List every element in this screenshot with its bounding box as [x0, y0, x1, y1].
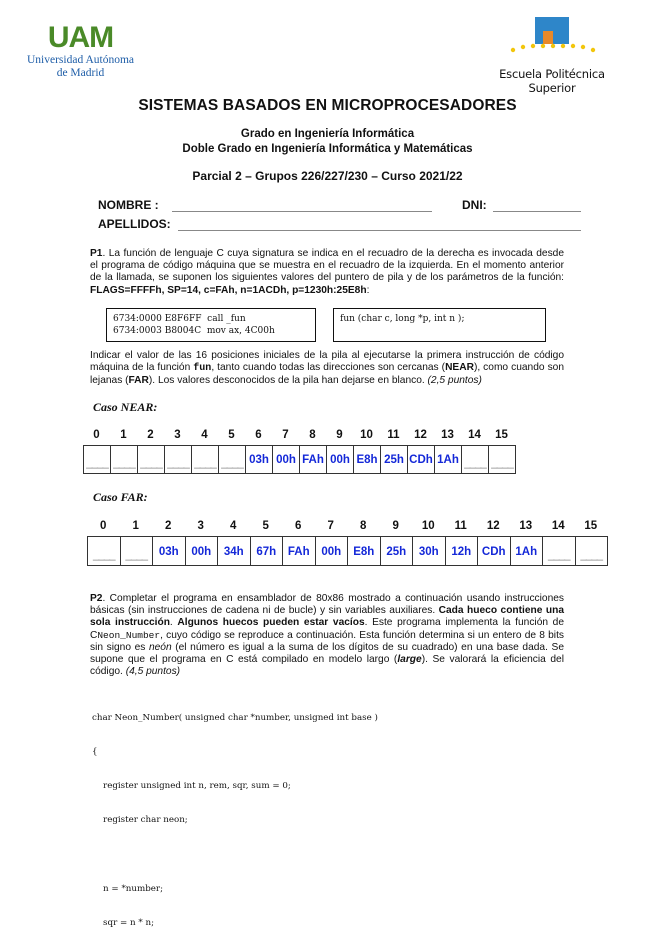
uam-logo-mark: UAM	[47, 21, 114, 54]
p2-text-3: . Este programa implementa la función de C	[90, 617, 564, 641]
stack-cell-blank: ____	[464, 457, 486, 469]
stack-index: 8	[360, 520, 367, 532]
p2-text-4: , cuyo código se reproduce a continuación. Esta función determina si un entero de 8 bits sin signo es	[90, 629, 564, 653]
stack-cell[interactable]	[83, 445, 111, 474]
stack-cell-blank: ____	[491, 457, 513, 469]
uam-logo	[18, 22, 143, 80]
c-code-line: char Neon_Number( unsigned char *number, unsigned int base )	[92, 712, 378, 723]
stack-cell-blank: ____	[113, 457, 135, 469]
stack-index: 3	[174, 429, 181, 441]
stack-index: 2	[147, 429, 154, 441]
page-title: SISTEMAS BASADOS EN MICROPROCESADORES	[138, 97, 517, 114]
degree-line-2: Doble Grado en Ingeniería Informática y Matemáticas	[182, 143, 473, 155]
stack-cell[interactable]	[326, 445, 354, 474]
stack-cell[interactable]	[120, 536, 154, 566]
stack-index: 6	[295, 520, 302, 532]
case-far-label: Caso FAR:	[93, 490, 148, 504]
p1-far: FAR	[128, 375, 149, 387]
stack-cell[interactable]	[488, 445, 516, 474]
stack-cell-value: FAh	[287, 546, 310, 558]
stack-index: 13	[441, 429, 454, 441]
stack-cell[interactable]	[272, 445, 300, 474]
stack-cell[interactable]	[510, 536, 544, 566]
stack-cell[interactable]	[380, 536, 414, 566]
stack-cell[interactable]	[461, 445, 489, 474]
stack-cell-blank: ____	[221, 457, 243, 469]
apellidos-field[interactable]	[178, 230, 581, 231]
stack-cell[interactable]	[245, 445, 273, 474]
stack-cell-blank: ____	[194, 457, 216, 469]
stack-index: 15	[584, 520, 598, 532]
stack-cell-value: E8h	[356, 454, 378, 466]
stack-cell-value: 1Ah	[515, 546, 538, 558]
c-code-line: {	[92, 747, 98, 758]
uam-logo-line2: de Madrid	[56, 67, 105, 79]
stack-cell[interactable]	[315, 536, 349, 566]
p1-statement	[90, 248, 564, 297]
stack-cell-value: 00h	[191, 546, 212, 558]
p1-text-2c: ), como cuando son lejanas (	[90, 362, 564, 387]
c-code-line: register unsigned int n, rem, sqr, sum = 0;	[92, 781, 291, 792]
stack-index: 9	[336, 429, 343, 441]
stack-cell[interactable]	[87, 536, 121, 566]
c-code-line: sqr = n * n;	[92, 918, 155, 929]
stack-cell-value: 34h	[223, 546, 244, 558]
stack-index: 10	[360, 429, 373, 441]
nombre-label: NOMBRE :	[98, 198, 159, 212]
stack-index: 12	[486, 520, 500, 532]
stack-cell[interactable]	[282, 536, 316, 566]
stack-cell-value: 12h	[451, 546, 472, 558]
p1-machine-code-box	[106, 308, 316, 342]
p2-bold-1: Cada hueco contiene una sola instrucción	[90, 605, 565, 629]
p2-text-5: (el número es igual a la suma de los dígitos de su cuadrado) en una base dada. Se supone que el programa en C está compilado en modelo largo (	[90, 641, 564, 666]
p2-text-6: ). Se valorará la eficiencia del código.	[90, 654, 564, 678]
stack-cell-blank: ____	[140, 457, 162, 469]
stack-index: 4	[230, 520, 237, 532]
stack-index: 14	[468, 429, 481, 441]
p1-label: P1	[90, 248, 103, 259]
dni-label: DNI:	[462, 198, 487, 212]
stack-index: 5	[228, 429, 235, 441]
stack-index: 13	[519, 520, 533, 532]
stack-index: 7	[282, 429, 289, 441]
c-code-line: n = *number;	[92, 883, 163, 894]
stack-cell-value: 03h	[158, 546, 179, 558]
c-code-line: register char neon;	[92, 815, 188, 826]
stack-index: 0	[100, 520, 107, 532]
stack-cell-value: E8h	[353, 546, 375, 558]
p2-function-name: Neon_Number	[97, 629, 161, 641]
stack-index: 11	[454, 520, 467, 532]
p1-text-end: :	[366, 284, 370, 296]
stack-cell[interactable]	[347, 536, 381, 566]
apellidos-label: APELLIDOS:	[98, 217, 171, 231]
stack-index: 3	[197, 520, 204, 532]
p2-statement	[90, 593, 564, 678]
p1-near: NEAR	[445, 362, 474, 374]
stack-index: 1	[120, 429, 127, 441]
code-line: 6734:0003 B8004C mov ax, 4C00h	[113, 326, 275, 336]
p1-text-2b: , tanto cuando todas las direcciones son cercanas (	[211, 362, 446, 374]
p2-neon: neón	[148, 641, 172, 653]
p2-large: large	[397, 654, 422, 666]
stack-index: 9	[392, 520, 399, 532]
p1-text-2d: ). Los valores desconocidos de la pila han dejarse en blanco.	[148, 375, 428, 387]
p1-instruction	[90, 350, 564, 388]
stack-cell[interactable]	[380, 445, 408, 474]
stack-cell-value: 00h	[330, 454, 350, 466]
nombre-field[interactable]	[172, 211, 432, 212]
stack-cell[interactable]	[110, 445, 138, 474]
stack-cell-blank: ____	[167, 457, 189, 469]
stack-index: 14	[551, 520, 565, 532]
c-code-block	[92, 690, 378, 941]
stack-cell[interactable]	[445, 536, 479, 566]
stack-cell-value: 67h	[256, 546, 277, 558]
stack-cell[interactable]	[185, 536, 219, 566]
stack-cell-blank: ____	[92, 549, 115, 561]
stack-cell-value: 30h	[418, 546, 439, 558]
eps-name: Escuela Politécnica Superior	[499, 67, 605, 95]
stack-cell[interactable]	[412, 536, 446, 566]
stack-cell-blank: ____	[547, 549, 570, 561]
stack-index: 1	[132, 520, 139, 532]
stack-cell-value: FAh	[302, 454, 324, 466]
c-code-line	[92, 850, 378, 861]
stack-cell-value: 00h	[276, 454, 296, 466]
stack-cell[interactable]	[217, 536, 251, 566]
code-line: 6734:0000 E8F6FF call _fun	[113, 314, 246, 324]
eps-emblem-icon	[497, 14, 607, 60]
signature-line: fun (char c, long *p, int n );	[340, 314, 465, 324]
stack-index: 0	[93, 429, 100, 441]
stack-cell[interactable]	[542, 536, 576, 566]
stack-cell-value: 25h	[384, 454, 404, 466]
stack-cell-blank: ____	[86, 457, 108, 469]
exam-info: Parcial 2 – Grupos 226/227/230 – Curso 2021/22	[192, 169, 463, 183]
stack-cell-value: 1Ah	[437, 454, 459, 466]
stack-cell-value: 00h	[321, 546, 342, 558]
stack-cell[interactable]	[477, 536, 511, 566]
stack-index: 5	[262, 520, 269, 532]
stack-cell[interactable]	[152, 536, 186, 566]
p1-values: FLAGS=FFFFh, SP=14, c=FAh, n=1ACDh, p=1230h:25E8h	[90, 284, 367, 296]
stack-index: 8	[309, 429, 316, 441]
stack-cell-value: CDh	[481, 546, 506, 558]
stack-cell[interactable]	[299, 445, 327, 474]
stack-index: 12	[414, 429, 427, 441]
stack-cell[interactable]	[250, 536, 284, 566]
p2-bold-2: Algunos huecos pueden estar vacíos	[177, 617, 365, 629]
eps-logo	[482, 14, 622, 95]
stack-cell-blank: ____	[125, 549, 148, 561]
stack-index: 10	[421, 520, 435, 532]
stack-cell-value: 03h	[249, 454, 269, 466]
stack-index: 2	[165, 520, 172, 532]
stack-index: 6	[255, 429, 262, 441]
stack-cell[interactable]	[164, 445, 192, 474]
p2-points: (4,5 puntos)	[125, 666, 181, 678]
stack-index: 7	[327, 520, 334, 532]
stack-cell-blank: ____	[580, 549, 603, 561]
case-near-label: Caso NEAR:	[93, 400, 158, 414]
stack-cell[interactable]	[434, 445, 462, 474]
p1-text-2a: Indicar el valor de las 16 posiciones iniciales de la pila al ejecutarse la primera instrucción de código máquina de la función	[90, 350, 564, 374]
stack-index: 4	[201, 429, 208, 441]
stack-cell[interactable]	[191, 445, 219, 474]
p1-points: (2,5 puntos)	[427, 375, 482, 387]
uam-logo-line1: Universidad Autónoma	[27, 54, 134, 66]
stack-cell[interactable]	[353, 445, 381, 474]
p1-text-1: . La función de lenguaje C cuya signatura se indica en el recuadro de la derecha es invocada desde el programa de código máquina que se muestra en el recuadro de la izquierda. En el momento anterior de la llamada, se suponen los siguientes valores del puntero de pila y de los parámetros de la función:	[90, 248, 564, 284]
p1-signature-box	[333, 308, 546, 342]
degree-line-1: Grado en Ingeniería Informática	[240, 128, 415, 140]
stack-cell-value: CDh	[409, 454, 433, 466]
stack-cell[interactable]	[407, 445, 435, 474]
stack-cell[interactable]	[575, 536, 609, 566]
stack-index: 15	[495, 429, 508, 441]
p1-fun: fun	[193, 363, 212, 375]
stack-index: 11	[387, 429, 400, 441]
stack-cell-value: 25h	[386, 546, 407, 558]
p2-text-1: . Completar el programa en ensamblador de 80x86 mostrado a continuación usando instrucciones básicas (sin instrucciones de cadena ni de bucle) y sin variables auxiliares.	[90, 593, 564, 617]
p2-text-2: .	[169, 617, 178, 629]
stack-cell[interactable]	[137, 445, 165, 474]
dni-field[interactable]	[493, 211, 581, 212]
p2-label: P2	[90, 593, 103, 604]
stack-cell[interactable]	[218, 445, 246, 474]
